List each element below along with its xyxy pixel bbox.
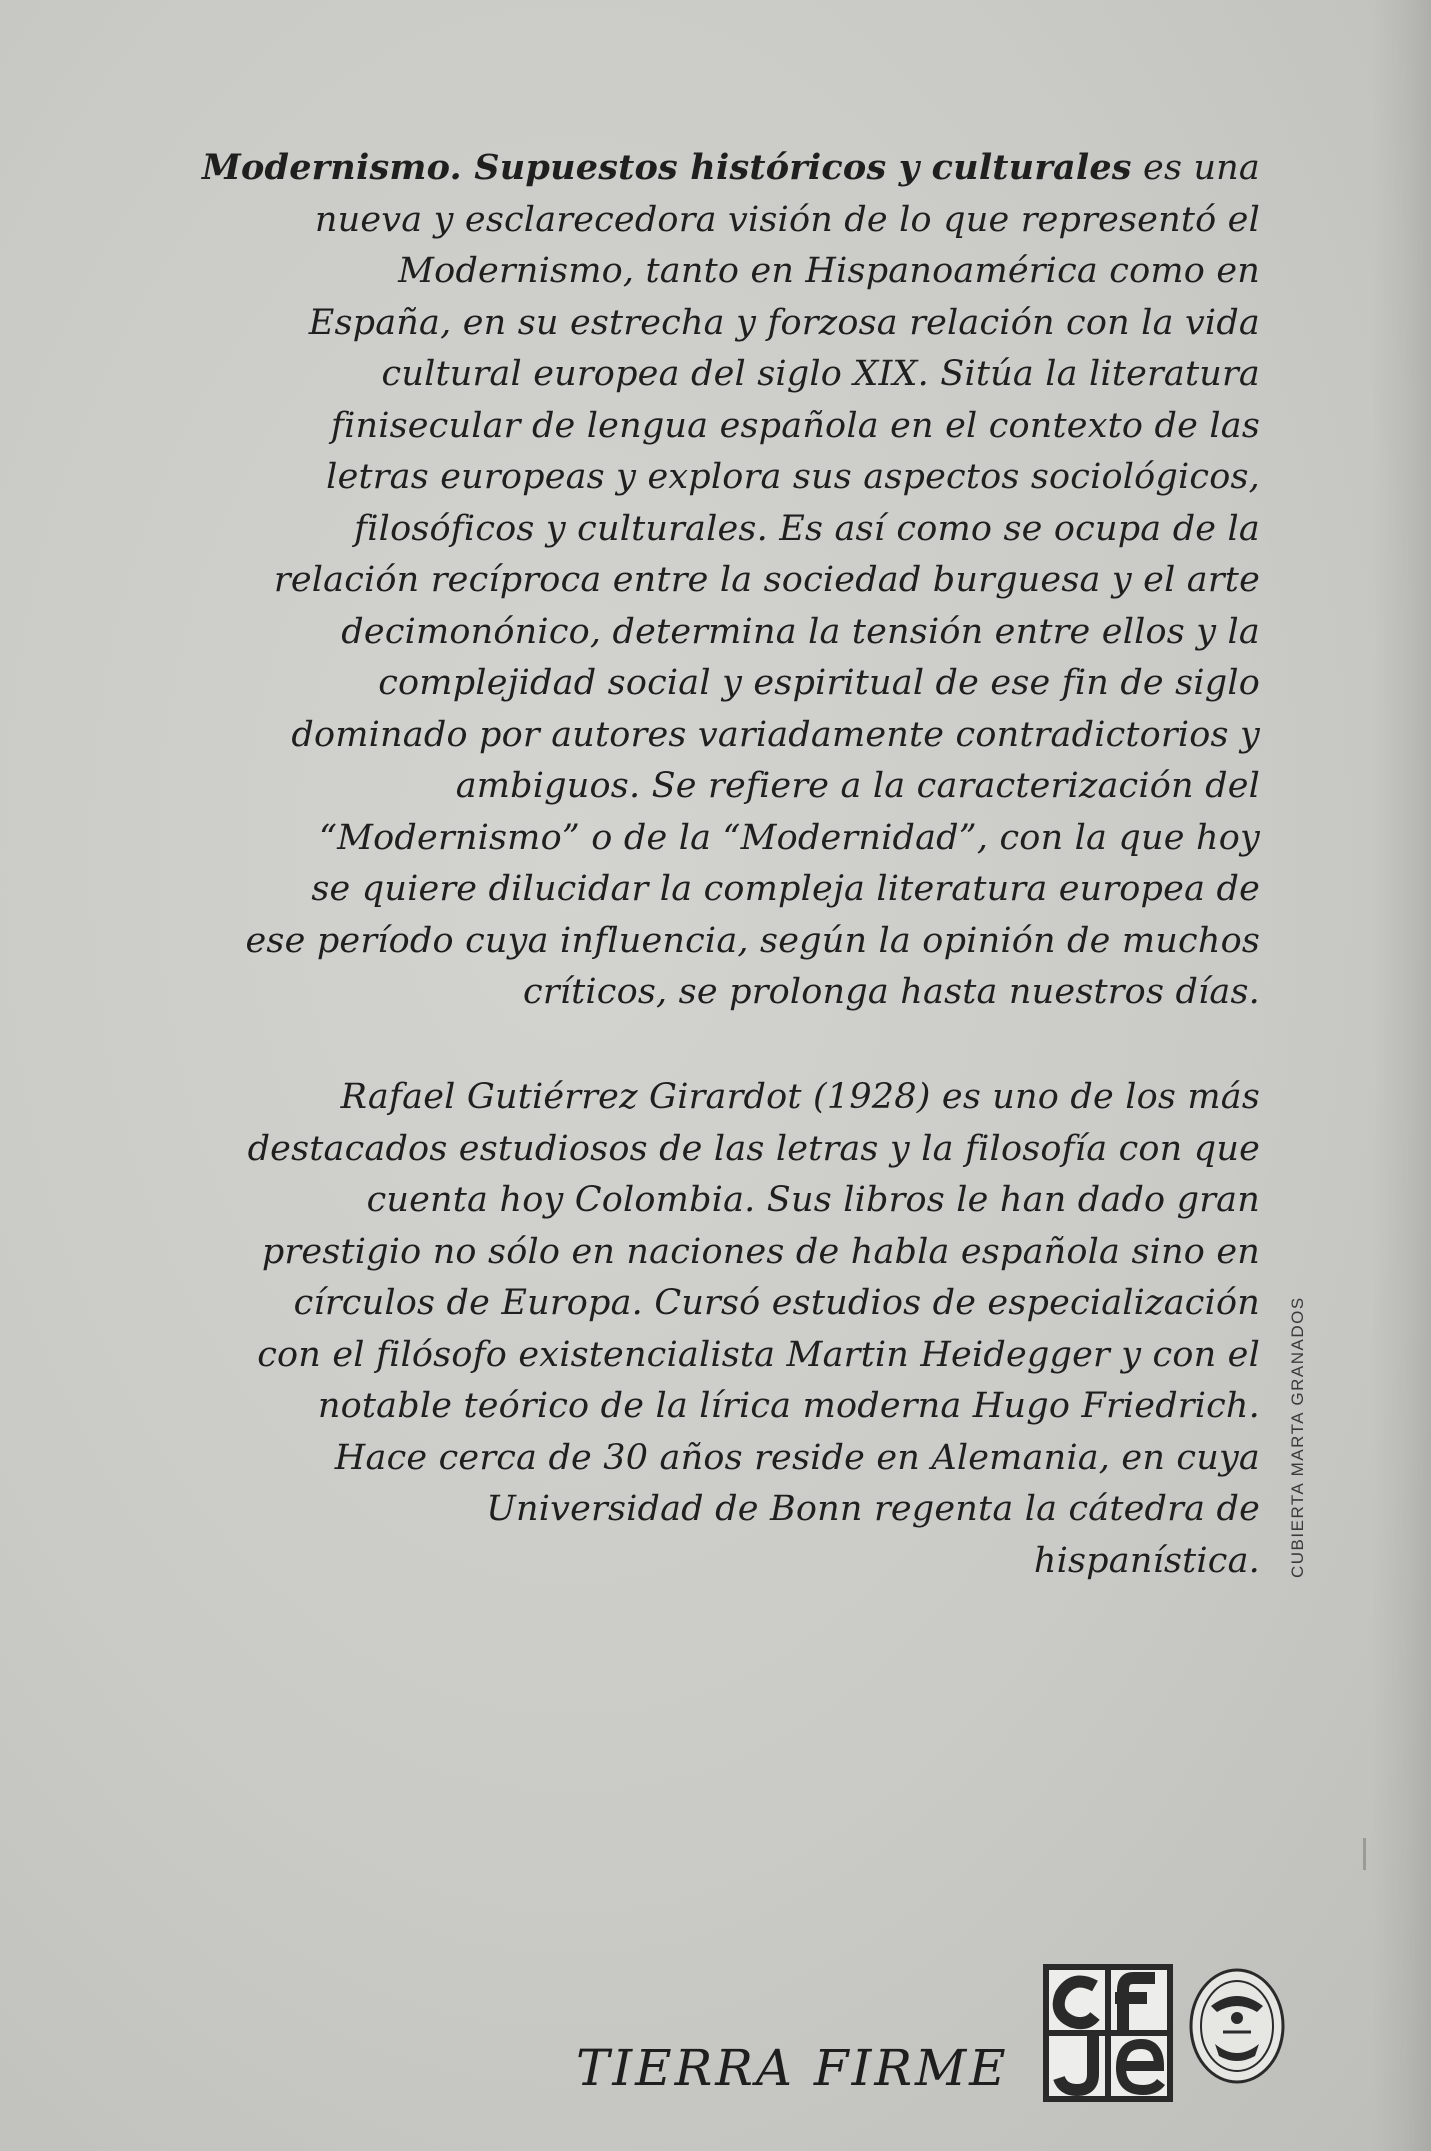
- biography-line: Universidad de Bonn regenta la cátedra de: [486, 1489, 1260, 1529]
- cover-credit: CUBIERTA MARTA GRANADOS: [1288, 1296, 1307, 1578]
- edge-mark: [1363, 1838, 1366, 1870]
- description-line: [150, 401, 1260, 453]
- description-text: finisecular de lengua española en el contexto de las: [330, 405, 1260, 446]
- description-text: dominado por autores variadamente contradictorios y: [291, 714, 1260, 755]
- publisher-seal-icon: [1187, 1966, 1287, 2086]
- description-text: críticos, se prolonga hasta nuestros días.: [523, 972, 1260, 1012]
- description-line: [150, 142, 1260, 195]
- series-name: TIERRA FIRME: [576, 2039, 1009, 2097]
- description-text: filosóficos y culturales. Es así como se ocupa de la: [354, 508, 1260, 549]
- biography-line: notable teórico de la lírica moderna Hugo Friedrich.: [317, 1386, 1260, 1426]
- description-text: se quiere dilucidar la compleja literatura europea de: [311, 869, 1260, 909]
- description-text: ambiguos. Se refiere a la caracterización del: [455, 766, 1260, 806]
- description-line: [150, 452, 1260, 504]
- description-line: [150, 195, 1260, 247]
- biography-line: con el filósofo existencialista Martin Heidegger y con el: [257, 1334, 1260, 1375]
- biography-line: hispanística.: [1033, 1540, 1260, 1581]
- biography-line: Hace cerca de 30 años reside en Alemania, en cuya: [334, 1437, 1260, 1478]
- book-title: Modernismo. Supuestos históricos y culturales: [202, 147, 1132, 188]
- description-line: [150, 813, 1260, 865]
- biography-line: cuenta hoy Colombia. Sus libros le han dado gran: [366, 1180, 1260, 1220]
- description-line: [150, 864, 1260, 916]
- description-line: [150, 504, 1260, 556]
- description-line: [150, 607, 1260, 659]
- biography-line: círculos de Europa. Cursó estudios de especialización: [293, 1283, 1260, 1323]
- description-text: letras europeas y explora sus aspectos sociológicos,: [326, 457, 1260, 497]
- description-text: complejidad social y espiritual de ese fin de siglo: [378, 663, 1260, 703]
- biography-line: prestigio no sólo en naciones de habla española sino en: [261, 1231, 1260, 1272]
- description-text: España, en su estrecha y forzosa relación con la vida: [308, 302, 1260, 343]
- fce-monogram-logo: [1043, 1964, 1173, 2102]
- description-line: [150, 967, 1260, 1019]
- description-text: Modernismo, tanto en Hispanoamérica como en: [398, 251, 1260, 291]
- description-line: [150, 349, 1260, 401]
- author-biography: [150, 1072, 1260, 1587]
- description-line: [150, 298, 1260, 350]
- description-line: [150, 555, 1260, 607]
- description-text: relación recíproca entre la sociedad burguesa y el arte: [273, 560, 1260, 600]
- biography-line: destacados estudiosos de las letras y la filosofía con que: [247, 1128, 1260, 1169]
- book-description: [150, 142, 1260, 1019]
- description-line: [150, 658, 1260, 710]
- description-line: [150, 916, 1260, 968]
- description-text: es una: [1131, 148, 1260, 188]
- description-text: “Modernismo” o de la “Modernidad”, con la que hoy: [319, 817, 1260, 858]
- description-line: [150, 710, 1260, 762]
- description-text: decimonónico, determina la tensión entre ellos y la: [341, 611, 1260, 652]
- description-text: nueva y esclarecedora visión de lo que representó el: [314, 199, 1260, 240]
- description-text: cultural europea del siglo XIX. Sitúa la literatura: [381, 354, 1260, 394]
- biography-line: Rafael Gutiérrez Girardot (1928) es uno de los más: [340, 1077, 1260, 1117]
- page-shadow: [1371, 0, 1431, 2151]
- description-line: [150, 761, 1260, 813]
- description-line: [150, 246, 1260, 298]
- description-text: ese período cuya influencia, según la opinión de muchos: [245, 920, 1260, 961]
